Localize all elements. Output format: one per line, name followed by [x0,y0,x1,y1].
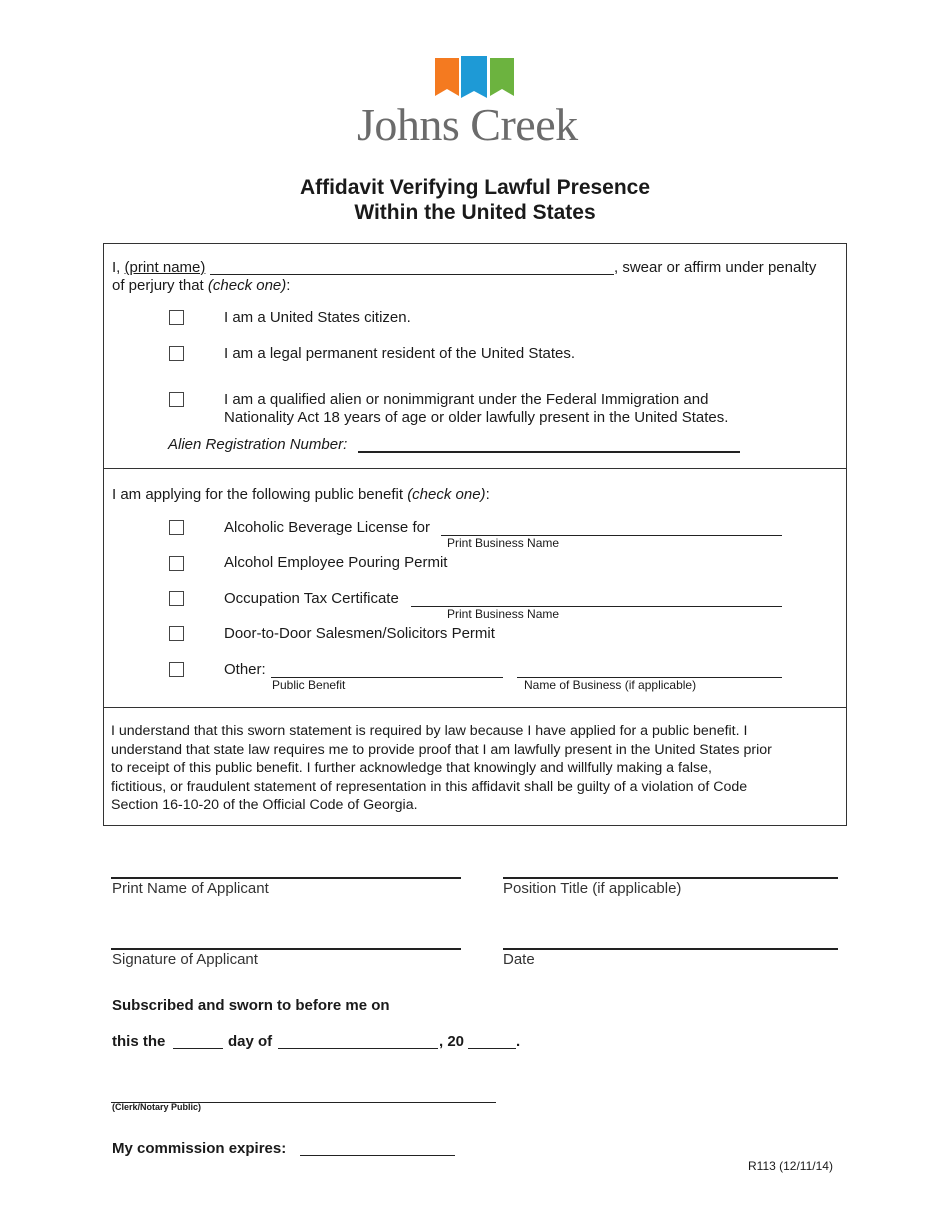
public-benefit-caption: Public Benefit [272,678,346,692]
logo-banners-icon [434,55,516,101]
logo-wordmark: Johns Creek [357,99,578,150]
print-name-caption: Print Name of Applicant [112,880,269,897]
qualified-alien-label-1: I am a qualified alien or nonimmigrant under the Federal Immigration and [224,391,709,408]
benefit-intro: I am applying for the following public benefit (check one): [112,486,490,503]
day-of-label: day of [228,1033,273,1050]
print-name-label: (print name) [124,259,206,276]
pouring-permit-label: Alcohol Employee Pouring Permit [224,554,448,571]
door-to-door-label: Door-to-Door Salesmen/Solicitors Permit [224,625,495,642]
us-citizen-label: I am a United States citizen. [224,309,411,326]
qualified-alien-label-2: Nationality Act 18 years of age or older lawfully present in the United States. [224,409,729,426]
year-field[interactable] [468,1048,516,1049]
date-caption: Date [503,951,535,968]
page-title-line1: Affidavit Verifying Lawful Presence [299,176,651,199]
door-to-door-checkbox[interactable] [169,626,184,641]
month-field[interactable] [278,1048,438,1049]
commission-expires-label: My commission expires: [112,1140,287,1157]
print-name-field[interactable] [210,274,614,275]
signature-line[interactable] [111,948,461,950]
public-benefit-section [103,468,847,708]
other-checkbox[interactable] [169,662,184,677]
day-field[interactable] [173,1048,223,1049]
occupation-tax-label: Occupation Tax Certificate [224,590,399,607]
commission-expires-field[interactable] [300,1155,455,1156]
qualified-alien-checkbox[interactable] [169,392,184,407]
alcohol-license-checkbox[interactable] [169,520,184,535]
occupation-tax-checkbox[interactable] [169,591,184,606]
position-title-line[interactable] [503,877,838,879]
other-label: Other: [224,661,266,678]
subscribed-sworn-text: Subscribed and sworn to before me on [112,997,390,1014]
signature-caption: Signature of Applicant [112,951,258,968]
alien-registration-label: Alien Registration Number: [168,436,348,453]
pouring-permit-checkbox[interactable] [169,556,184,571]
print-business-name-caption-2: Print Business Name [447,607,560,621]
permanent-resident-label: I am a legal permanent resident of the United States. [224,345,576,362]
us-citizen-checkbox[interactable] [169,310,184,325]
alcohol-license-label: Alcoholic Beverage License for [224,519,430,536]
position-title-caption: Position Title (if applicable) [503,880,682,897]
page-title-line2: Within the United States [354,201,596,224]
clerk-caption: (Clerk/Notary Public) [112,1102,202,1112]
acknowledgement-text: I understand that this sworn statement is required by law because I have applied for a public benefit. I understand that state law requires me to provide proof that I am lawfully present in the United States prior to receipt of this public benefit. I further acknowledge that knowingly and willfully making a false, fictitious, or fraudulent statement of representation in this affidavit shall be guilty of a violation of Code Section 16-10-20 of the Official Code of Georgia. [111,723,772,813]
alien-registration-field[interactable] [358,451,740,453]
print-name-signature-line[interactable] [111,877,461,879]
oath-suffix: , swear or affirm under penalty [614,259,817,276]
date-period: . [516,1033,521,1050]
name-of-business-caption: Name of Business (if applicable) [524,678,697,692]
this-the-label: this the [112,1033,166,1050]
form-code: R113 (12/11/14) [748,1159,833,1173]
print-business-name-caption: Print Business Name [447,536,560,550]
date-line[interactable] [503,948,838,950]
oath-line2: of perjury that (check one): [112,277,291,294]
permanent-resident-checkbox[interactable] [169,346,184,361]
year-prefix: , 20 [439,1033,465,1050]
oath-intro: I, (print name) [112,259,206,276]
